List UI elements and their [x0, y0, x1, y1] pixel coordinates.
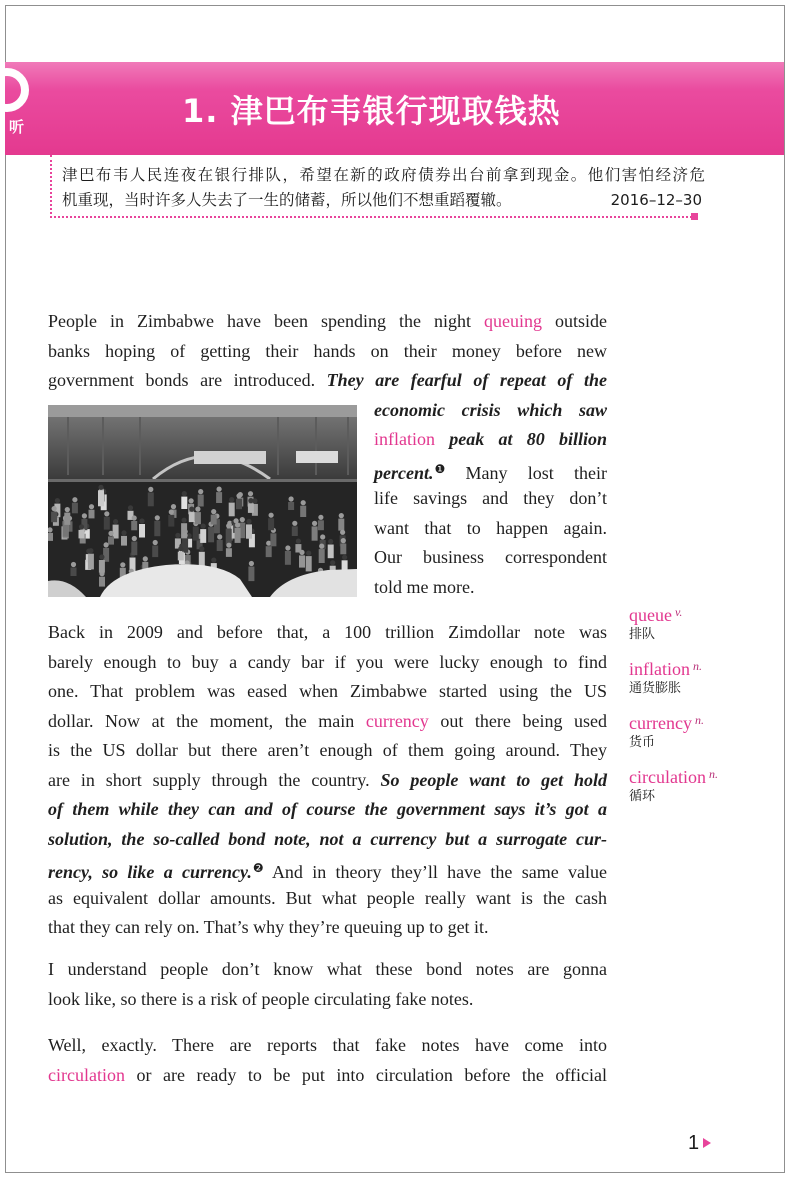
text-run: want that to happen again.	[374, 517, 607, 538]
text-line	[48, 648, 607, 678]
text-line	[374, 455, 607, 485]
vocab-part-of-speech: n.	[708, 767, 718, 781]
text-run: is the US dollar but there aren’t enough of them going around. They	[48, 740, 607, 760]
vocab-meaning: 通货膨胀	[629, 681, 682, 696]
text-run: as equivalent dollar amounts. But what people really want is the cash	[48, 887, 607, 908]
text-line	[48, 766, 607, 796]
line-content	[374, 463, 607, 483]
lesson-title: 1. 津巴布韦银行现取钱热	[182, 92, 561, 130]
emphasized-text: rency, so like a currency.	[48, 862, 252, 882]
text-line	[48, 677, 607, 707]
emphasized-text: They are fearful of repeat of the	[326, 370, 607, 390]
highlighted-word: circulation	[48, 1064, 125, 1085]
crowd-outside-bank-photo	[48, 405, 357, 597]
vocab-word: circulation	[629, 767, 706, 787]
line-content	[374, 547, 607, 567]
highlighted-word: queuing	[483, 311, 542, 331]
text-line	[48, 1061, 607, 1091]
text-line	[48, 913, 607, 943]
line-content	[48, 888, 607, 908]
line-content	[48, 770, 607, 790]
text-line	[374, 484, 607, 514]
summary-line: 机重现，当时许多人失去了一生的储蓄，所以他们不想重蹈覆辙。	[62, 191, 512, 209]
line-content	[48, 989, 473, 1009]
text-run: And in theory they’ll have the same value	[263, 862, 607, 882]
vocab-word: currency	[629, 713, 692, 733]
line-content	[48, 740, 607, 760]
text-line	[48, 985, 607, 1015]
line-content	[374, 518, 607, 538]
vocab-word-line	[629, 654, 779, 678]
text-line	[48, 854, 607, 884]
vocab-meaning: 循环	[629, 789, 656, 804]
text-run: that they can rely on. That’s why they’re queuing up to get it.	[48, 917, 489, 937]
text-line	[374, 396, 607, 426]
text-line	[374, 573, 607, 603]
lesson-header	[5, 62, 784, 155]
text-run: life savings and they don’t	[374, 488, 607, 508]
emphasized-text: of them while they can and of course the government says it’s got a	[48, 799, 607, 819]
text-run: government bonds are introduced.	[48, 370, 327, 390]
vocab-word-line	[629, 762, 779, 786]
vocab-word: queue	[629, 605, 672, 625]
emphasized-text: So people want to get hold	[380, 769, 608, 790]
line-content	[48, 370, 607, 390]
line-content	[48, 829, 607, 849]
text-line	[48, 618, 607, 648]
vocab-part-of-speech: n.	[693, 659, 702, 673]
text-run: look like, so there is a risk of people circulating fake notes.	[48, 988, 474, 1009]
text-line	[48, 884, 607, 914]
listening-section-icon	[5, 68, 29, 112]
line-content	[374, 429, 607, 449]
vocab-part-of-speech: v.	[674, 605, 683, 619]
highlighted-word: currency	[365, 710, 429, 731]
page-number: 1	[688, 1132, 700, 1154]
text-line	[48, 795, 607, 825]
section-label: 听	[9, 118, 25, 136]
text-run: Our business correspondent	[374, 547, 607, 567]
vocab-entry	[629, 654, 779, 700]
text-line	[48, 825, 607, 855]
emphasized-text: economic crisis which saw	[374, 399, 607, 420]
line-content	[48, 862, 607, 882]
paragraph	[48, 618, 607, 943]
line-content	[48, 311, 607, 331]
text-line	[374, 425, 607, 455]
line-content	[48, 341, 607, 361]
footnote-marker: ❶	[434, 461, 446, 476]
summary-date: 2016–12–30	[610, 191, 702, 209]
line-content	[48, 959, 607, 979]
line-content	[48, 917, 489, 937]
line-content	[374, 488, 607, 508]
text-run: banks hoping of getting their hands on their money before new	[48, 340, 607, 361]
text-line	[48, 736, 607, 766]
text-line	[48, 366, 607, 396]
text-run: I understand people don’t know what these bond notes are gonna	[48, 959, 607, 979]
vocab-word-line	[629, 600, 779, 624]
text-run: or are ready to be put into circulation before the official	[124, 1064, 607, 1085]
next-page-arrow-icon	[703, 1138, 711, 1148]
summary-corner-marker	[691, 213, 698, 220]
emphasized-text: solution, the so-called bond note, not a currency but a surrogate cur-	[48, 828, 607, 849]
highlighted-word: inflation	[374, 429, 435, 449]
text-line	[48, 307, 607, 337]
text-line	[48, 337, 607, 367]
vocab-word: inflation	[629, 659, 690, 679]
vocab-entry	[629, 600, 779, 646]
text-run: barely enough to buy a candy bar if you were lucky enough to find	[48, 651, 607, 672]
paragraph	[48, 1031, 607, 1090]
line-content	[48, 1065, 607, 1085]
vocab-meaning: 排队	[629, 627, 656, 642]
text-run: are in short supply through the country.	[48, 769, 381, 790]
line-content	[48, 681, 607, 701]
text-run: Well, exactly. There are reports that fake notes have come into	[48, 1035, 607, 1055]
line-content	[48, 711, 607, 731]
text-line	[48, 707, 607, 737]
vocabulary-sidebar	[629, 600, 779, 816]
emphasized-text: peak at 80 billion	[435, 429, 607, 449]
line-content	[48, 799, 607, 819]
text-run: one. That problem was eased when Zimbabwe started using the US	[48, 681, 607, 701]
text-run: Many lost their	[445, 462, 607, 483]
text-line	[48, 955, 607, 985]
text-line	[48, 1031, 607, 1061]
text-run: outside	[541, 311, 607, 331]
vocab-meaning: 货币	[629, 735, 656, 750]
line-content	[48, 1035, 607, 1055]
text-run: People in Zimbabwe have been spending the night	[48, 311, 484, 331]
text-run: dollar. Now at the moment, the main	[48, 710, 366, 731]
footnote-marker: ❷	[252, 861, 264, 875]
line-content	[48, 652, 607, 672]
vocab-word-line	[629, 708, 779, 732]
text-line	[374, 514, 607, 544]
vocab-entry	[629, 708, 779, 754]
paragraph	[48, 955, 607, 1014]
line-content	[374, 577, 474, 597]
vocab-part-of-speech: n.	[694, 713, 704, 727]
text-line	[374, 543, 607, 573]
text-run: Back in 2009 and before that, a 100 trillion Zimdollar note was	[48, 622, 607, 642]
text-run: out there being used	[428, 710, 607, 731]
summary-line: 津巴布韦人民连夜在银行排队，希望在新的政府债券出台前拿到现金。他们害怕经济危	[62, 166, 705, 184]
line-content	[48, 622, 607, 642]
emphasized-text: percent.	[374, 462, 434, 483]
line-content	[374, 400, 607, 420]
text-run: told me more.	[374, 576, 475, 597]
vocab-entry	[629, 762, 779, 808]
